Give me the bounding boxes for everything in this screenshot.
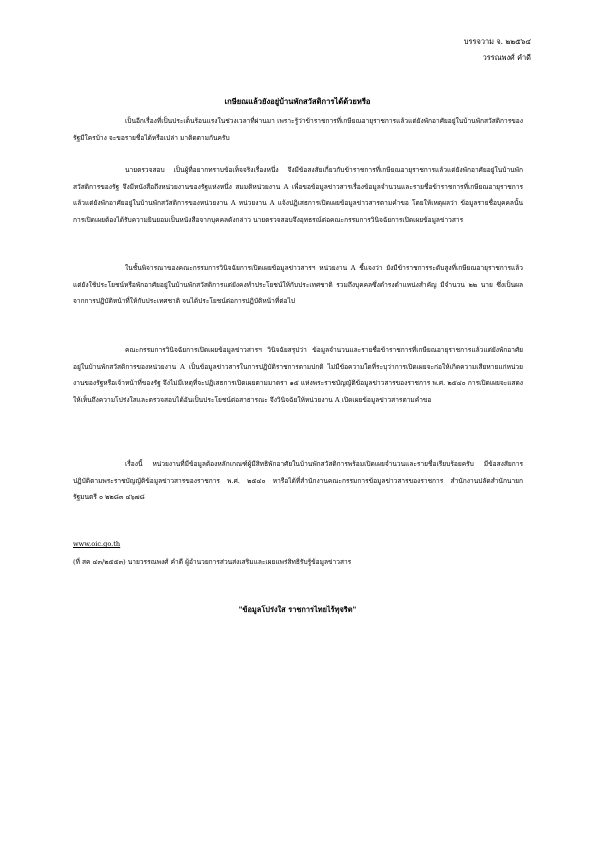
paragraph-text: ในชั้นพิจารณาของคณะกรรมการวินิจฉัยการเปิดเผยข้อมูลข่าวสารฯ หน่วยงาน A ชี้แจงว่า ยังมีข้าราชการระดับสูงที่เกษียณอายุราชการแล้วแต่ยังใช้ประโยชน์หรือพักอาศัยอยู่ในบ้านพักสวัสดิการแต่ยังคงทำประโยชน์ให้กับประเทศชาติ รวมถึงบุคคลซึ่งดำรงตำแหน่งสำคัญ มีจำนวน ๒๒ นาย ซึ่งเป็นผลจากการปฏิบัติหน้าที่ให้กับประเทศชาติ จนได้ประโยชน์ต่อการปฏิบัติหน้าที่ต่อไป	[73, 264, 523, 305]
paragraph-text: คณะกรรมการวินิจฉัยการเปิดเผยข้อมูลข่าวสารฯ วินิจฉัยสรุปว่า ข้อมูลจำนวนและรายชื่อข้าราชการที่เกษียณอายุราชการแล้วแต่ยังพักอาศัยอยู่ในบ้านพักสวัสดิการของหน่วยงาน A เป็นข้อมูลข่าวสารในการปฏิบัติราชการตามปกติ ไม่มีข้อความใดที่ระบุว่าการเปิดเผยจะก่อให้เกิดความเสียหายแก่หน่วยงานของรัฐหรือเจ้าหน้าที่ของรัฐ จึงไม่มีเหตุที่จะปฏิเสธการเปิดเผยตามมาตรา ๑๕ แห่งพระราชบัญญัติข้อมูลข่าวสารของราชการ พ.ศ. ๒๕๔๐ การเปิดเผยจะแสดงให้เห็นถึงความโปร่งใสและตรวจสอบได้อันเป็นประโยชน์ต่อสาธารณะ จึงวินิจฉัยให้หน่วยงาน A เปิดเผยข้อมูลข่าวสารตามคำขอ	[73, 346, 523, 404]
date-line: บรรจวาม จ. ๒๒๕๖๔	[463, 37, 531, 46]
paragraph-2	[73, 162, 523, 228]
paragraph-4	[73, 342, 523, 408]
slogan: "ข้อมูลโปร่งใส ราชการไทยไร้ทุจริต"	[238, 605, 357, 614]
paragraph-1	[73, 113, 523, 146]
paragraph-text: นายตรวจสอบ เป็นผู้ที่อยากทราบข้อเท็จจริงเรื่องหนึ่ง จึงมีข้อสงสัยเกี่ยวกับข้าราชการที่เกษียณอายุราชการแล้วแต่ยังพักอาศัยอยู่ในบ้านพักสวัสดิการของรัฐ จึงมีหนังสือถึงหน่วยงานของรัฐแห่งหนึ่ง สมมติหน่วยงาน A เพื่อขอข้อมูลข่าวสารเรื่องข้อมูลจำนวนและรายชื่อข้าราชการที่เกษียณอายุราชการแล้วแต่ยังพักอาศัยอยู่ในบ้านพักสวัสดิการของหน่วยงาน A หน่วยงาน A แจ้งปฏิเสธการเปิดเผยข้อมูลข่าวสารตามคำขอ โดยให้เหตุผลว่า ข้อมูลรายชื่อบุคคลนั้น การเปิดเผยต้องได้รับความยินยอมเป็นหนังสือจากบุคคลดังกล่าว นายตรวจสอบจึงอุทธรณ์ต่อคณะกรรมการวินิจฉัยการเปิดเผยข้อมูลข่าวสาร	[73, 166, 523, 224]
article-title: เกษียณแล้วยังอยู่บ้านพักสวัสดิการได้ด้วยหรือ	[224, 97, 371, 106]
reference-line: (ที่ สค ๔๓/๒๕๕๓) นายวรรณพงศ์ คำดี ผู้อำนวยการส่วนส่งเสริมและเผยแพร่สิทธิรับรู้ข้อมูลข่าวสาร	[73, 558, 352, 566]
paragraph-text: เรื่องนี้ หน่วยงานที่มีข้อมูลต้องหลักเกณฑ์ผู้มีสิทธิพักอาศัยในบ้านพักสวัสดิการพร้อมเปิดเผยจำนวนและรายชื่อเรียบร้อยครับ มีข้อสงสัยการปฏิบัติตามพระราชบัญญัติข้อมูลข่าวสารของราชการ พ.ศ. ๒๕๔๐ หารือได้ที่สำนักงานคณะกรรมการข้อมูลข่าวสารของราชการ สำนักงานปลัดสำนักนายกรัฐมนตรี ๐ ๒๒๘๓ ๔๖๗๘	[73, 460, 523, 501]
paragraph-3	[73, 260, 523, 310]
author-line: วรรณพงศ์ คำดี	[482, 53, 531, 62]
paragraph-5	[73, 456, 523, 506]
website-link[interactable]: www.oic.go.th	[73, 540, 121, 548]
paragraph-text: เป็นอีกเรื่องที่เป็นประเด็นร้อนแรงในช่วงเวลาที่ผ่านมา เพราะรู้ว่าข้าราชการที่เกษียณอายุราชการแล้วแต่ยังพักอาศัยอยู่ในบ้านพักสวัสดิการของรัฐมีใครบ้าง จะขอรายชื่อได้หรือเปล่า มาติดตามกันครับ	[73, 117, 523, 142]
